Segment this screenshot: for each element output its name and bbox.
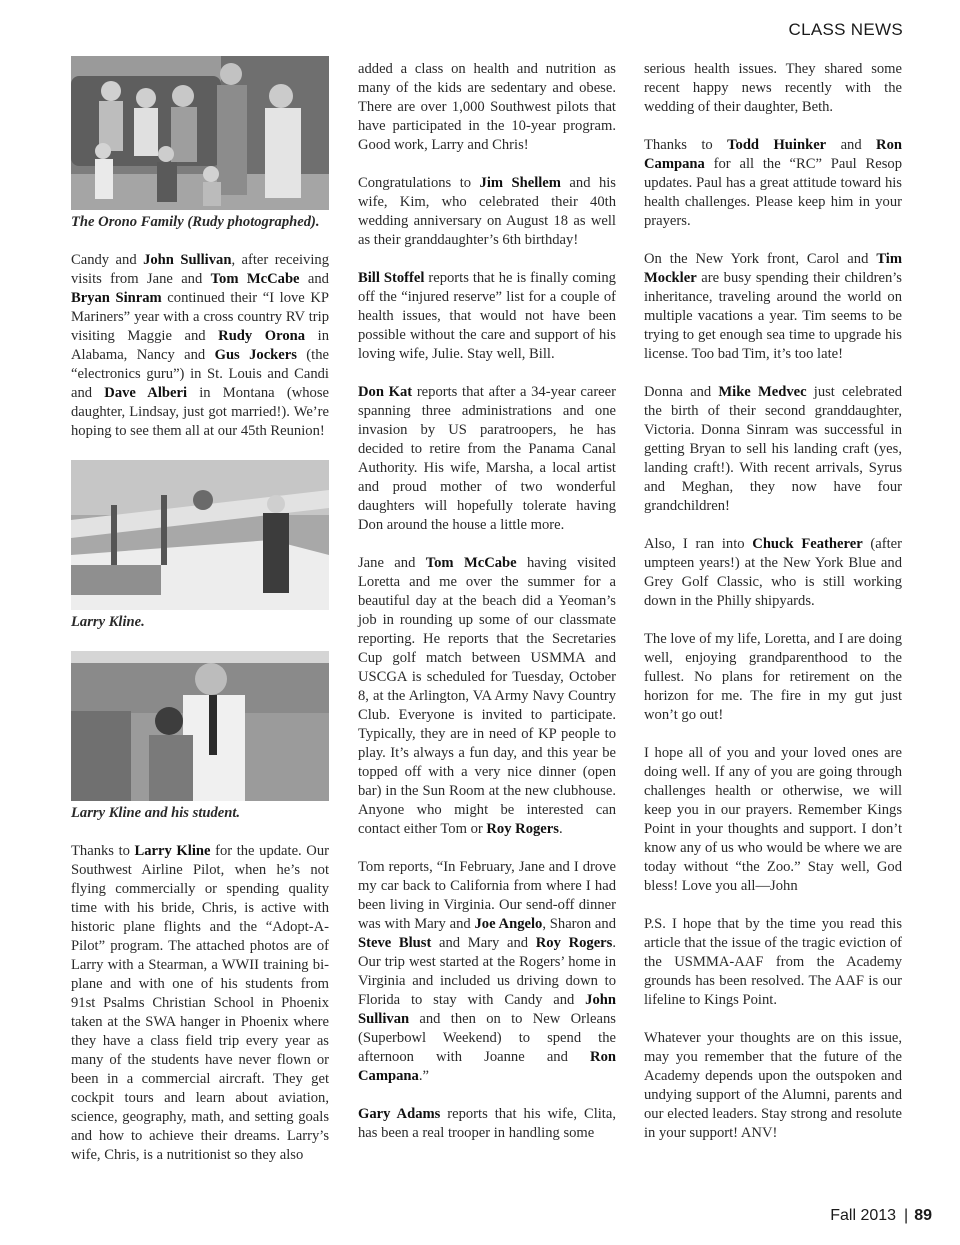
stearman-photo-image [71,460,329,610]
paragraph-postscript: P.S. I hope that by the time you read this article that the issue of the tragic eviction of the USMMA-AAF from the Academy grounds has been resolved. The AAF is our lifeline to Kings Point. [644,916,902,1008]
paragraph-health-issues: serious health issues. They shared some recent happy news recently with the wedding of their daughter, Beth. [644,61,902,115]
paragraph-mockler: On the New York front, Carol and Tim Mockler are busy spending their children’s inheritance, traveling around the world on multiple vacations a year. Tim seems to be trying to get enough sea time to upgrade his license. Too bad Tim, it’s too late! [644,251,902,362]
paragraph-loretta: The love of my life, Loretta, and I are doing well, enjoying grandparenthood to the fullest. No plans for retirement on the horizon for me. The fire in my gut just won’t go out! [644,631,902,723]
pilot-student-photo-image [71,651,329,801]
paragraph-stoffel: Bill Stoffel reports that he is finally coming off the “injured reserve” list for a couple of health issues, that would not have been possible without the care and support of his loving wife, Julie. Stay well, Bill. [358,270,616,362]
page-number: 89 [914,1207,932,1224]
paragraph-closing: I hope all of you and your loved ones are doing well. If any of you are going through challenges health or otherwise, we will keep you in our prayers. Remember Kings Point in your thoughts and support. I don’t know any of us who would be where we are today without “the Zoo.” Stay well, God bless! Love you all—John [644,745,902,894]
photo-larry-kline-student [71,651,329,801]
family-photo-image [71,56,329,210]
paragraph-gary-adams: Gary Adams reports that his wife, Clita, has been a real trooper in handling some [358,1106,616,1141]
issue-label: Fall 2013 [830,1207,897,1224]
photo-larry-kline-stearman [71,460,329,610]
paragraph-sullivan-rv-trip: Candy and John Sullivan, after receiving visits from Jane and Tom McCabe and Bryan Sinram continued their “I love KP Mariners” year with a cross country RV trip visiting Maggie and Rudy Orona in Alabama, Nancy and Gus Jockers (the “electronics guru”) in St. Louis and Candi and Dave Alberi in Montana (whose daughter, Lindsay, just got married!). We’re hoping to see them all at our 45th Reunion! [71,252,329,439]
caption-orono-family: The Orono Family (Rudy photographed). [71,214,320,230]
paragraph-featherer: Also, I ran into Chuck Featherer (after umpteen years!) at the New York Blue and Grey Golf Classic, who is still working down in the Philly shipyards. [644,536,902,609]
photo-orono-family [71,56,329,210]
paragraph-larry-kline-update: Thanks to Larry Kline for the update. Our Southwest Airline Pilot, when he’s not flying commercially or spending quality time with his bride, Chris, is active with historic plane flights and the “Adopt-A-Pilot” program. The attached photos are of Larry with a Stearman, a WWII training bi-plane and with one of his students from 91st Psalms Christian School in Phoenix taken at the SWA hanger in Phoenix where they have a class field trip every year as many of the students have never flown or been in a commercial aircraft. They get cockpit tours and learn about aviation, science, geography, math, and setting goals and how to achieve their dreams. Larry’s wife, Chris, is a nutritionist so they also [71,843,329,1163]
footer-separator: | [904,1207,909,1224]
paragraph-huinker-campana: Thanks to Todd Huinker and Ron Campana for all the “RC” Paul Resop updates. Paul has a great attitude toward his health challenges. Please keep him in your prayers. [644,137,902,229]
paragraph-kat-retirement: Don Kat reports that after a 34-year career spanning three administrations and one invasion by US paratroopers, he has decided to retire from the Panama Canal Authority. His wife, Marsha, a local artist and proud mother of two wonderful daughters will hopefully tolerate having Don around the house a little more. [358,384,617,533]
column-2 [358,60,616,1162]
paragraph-tom-trip: Tom reports, “In February, Jane and I drove my car back to California from where I had been living in Virginia. Our send-off dinner was with Mary and Joe Angelo, Sharon and Steve Blust and Mary and Roy Rogers. Our trip west started at the Rogers’ home in Virginia and included us driving down to Florida to stay with Candy and John Sullivan and then on to New Orleans (Superbowl Weekend) to spend the afternoon with Joanne and Ron Campana.” [358,859,616,1084]
paragraph-health-nutrition: added a class on health and nutrition as many of the kids are sedentary and obese. There are over 1,000 Southwest pilots that have participated in the 10-year program. Good work, Larry and Chris! [358,61,616,153]
caption-larry-kline: Larry Kline. [71,614,145,630]
section-label: CLASS NEWS [788,20,903,39]
paragraph-academy-support: Whatever your thoughts are on this issue, may you remember that the future of the Academy depends upon the outspoken and undying support of the Alumni, parents and our elected leaders. Stay strong and resolute in your support! ANV! [644,1030,902,1141]
column-1 [71,56,329,1184]
column-3 [644,60,902,1162]
paragraph-medvec: Donna and Mike Medvec just celebrated the birth of their second granddaughter, Victoria. Donna Sinram was successful in getting Bryan to sell his landing craft (yes, landing craft!). With recent arrivals, Syrus and Meghan, they now have four grandchildren! [644,384,902,514]
paragraph-mccabe-golf: Jane and Tom McCabe having visited Loretta and me over the summer for a beautiful day at the beach did a Yeoman’s job in rounding up some of our classmate reporting. He reports that the Secretaries Cup golf match between USMMA and USCGA is scheduled for Tuesday, October 8, at the Arlington, VA Army Navy Country Club. Everyone is invited to participate. Typically, they are in need of KP people to play. It’s always a fun day, and this year be topped off with a very nice dinner (open bar) in the Sun Room at the new clubhouse. Anyone who might be interested can contact either Tom or Roy Rogers. [358,555,616,837]
caption-larry-kline-student: Larry Kline and his student. [71,805,241,821]
paragraph-shellem-anniversary: Congratulations to Jim Shellem and his wife, Kim, who celebrated their 40th wedding anniversary on August 18 as well as their granddaughter’s 6th birthday! [358,175,616,248]
page-footer [830,1207,932,1225]
